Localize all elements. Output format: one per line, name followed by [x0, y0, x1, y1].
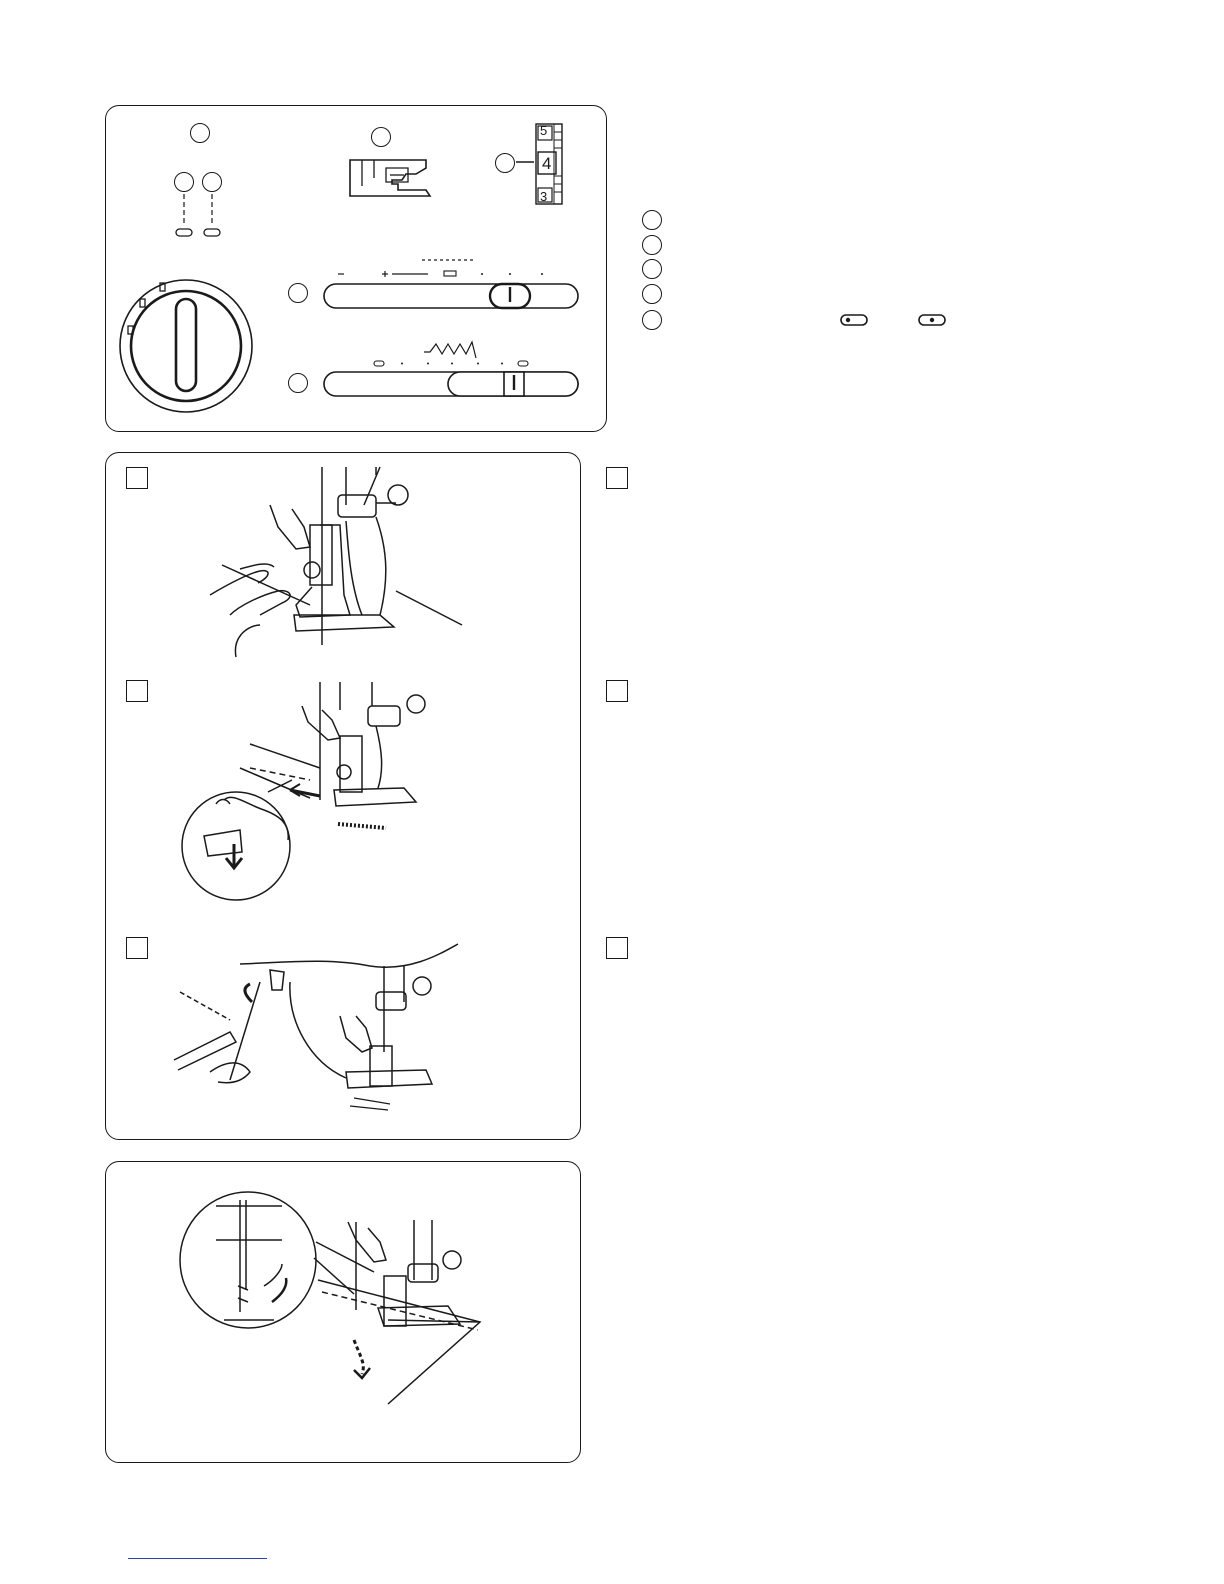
callout-marker-length — [288, 283, 308, 303]
stitch-length-scale-icon — [334, 252, 574, 282]
legend-marker-4 — [642, 284, 662, 304]
needle-position-icon — [166, 194, 226, 244]
legend-marker-3 — [642, 259, 662, 279]
step-text-marker-2 — [606, 680, 628, 702]
zigzag-width-scale-icon — [366, 338, 566, 370]
legend-marker-5 — [642, 310, 662, 330]
callout-marker-pattern — [190, 123, 210, 143]
callout-marker-needle-left — [174, 172, 194, 192]
tension-value-lower: 3 — [540, 189, 548, 204]
settings-panel — [105, 105, 607, 432]
presser-foot-icon — [346, 156, 436, 201]
legend-marker-2 — [642, 235, 662, 255]
finishing-illustration — [178, 1180, 498, 1410]
callout-marker-tension — [495, 153, 515, 173]
needle-center-position-icon — [918, 314, 948, 326]
step-2-illustration — [180, 680, 450, 920]
callout-marker-foot — [371, 127, 391, 147]
step-3-illustration — [170, 942, 470, 1122]
tension-value-upper: 5 — [540, 123, 548, 138]
needle-left-position-icon — [840, 314, 870, 326]
step-marker-3 — [126, 937, 148, 959]
step-1-illustration — [200, 465, 480, 665]
pattern-selector-dial[interactable] — [116, 271, 266, 421]
callout-marker-width — [288, 373, 308, 393]
step-marker-1 — [126, 467, 148, 489]
step-marker-2 — [126, 680, 148, 702]
step-text-marker-3 — [606, 937, 628, 959]
zigzag-width-slider[interactable] — [322, 370, 582, 400]
callout-marker-needle-right — [202, 172, 222, 192]
legend-marker-1 — [642, 210, 662, 230]
stitch-length-slider[interactable] — [322, 282, 582, 312]
step-text-marker-1 — [606, 467, 628, 489]
tension-value-current: 4 — [542, 154, 552, 173]
footer-rule — [128, 1558, 267, 1559]
